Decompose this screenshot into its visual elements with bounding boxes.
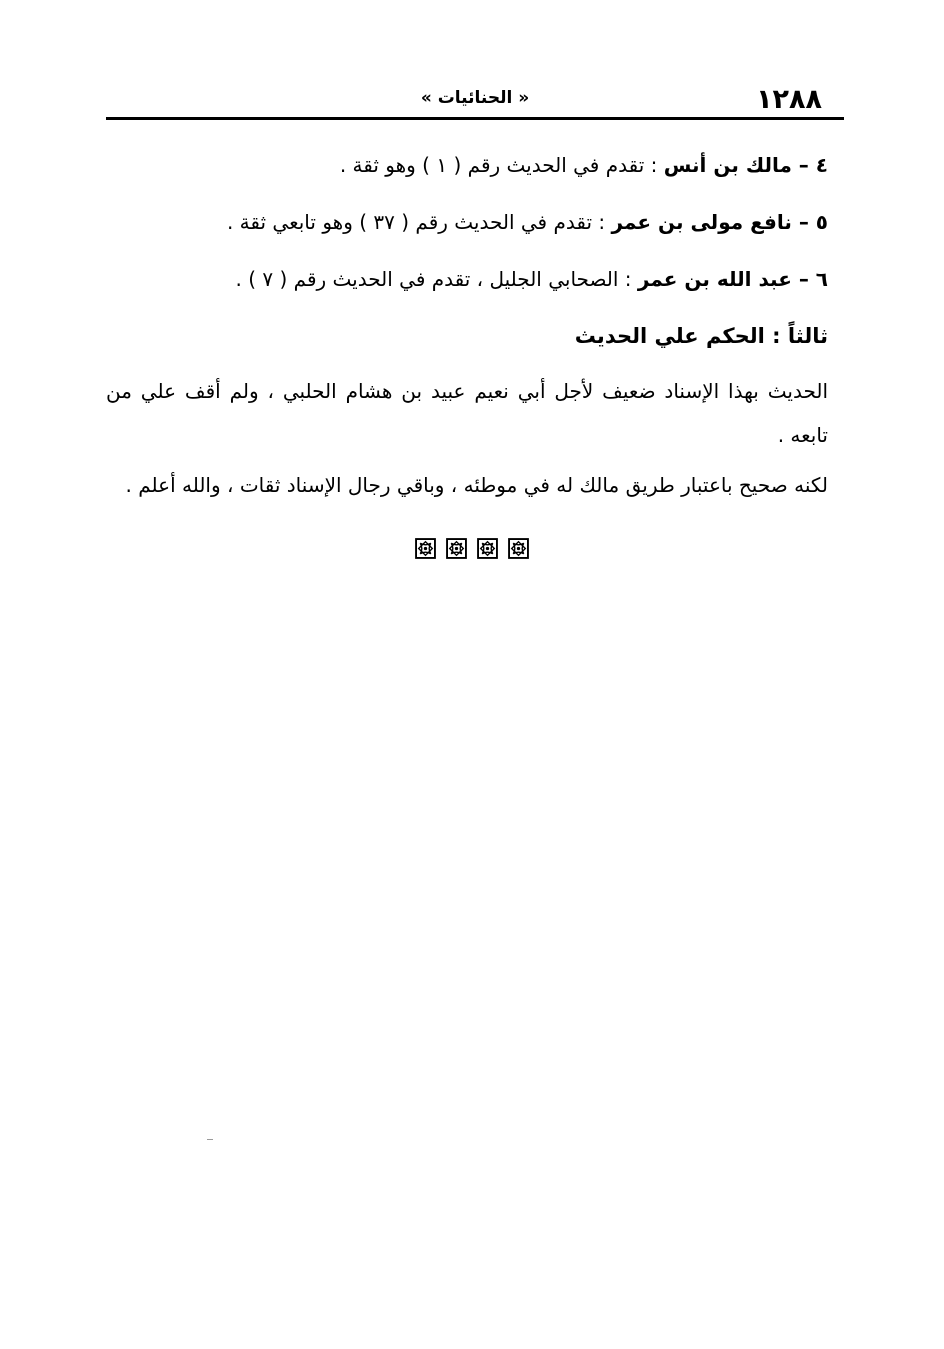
running-title: « الحنائيات » <box>420 88 530 108</box>
section-end-ornaments <box>0 538 944 559</box>
scan-speck <box>207 1139 213 1140</box>
body-paragraph: لكنه صحيح باعتبار طريق مالك له في موطئه ، وباقي رجال الإسناد ثقات ، والله أعلم . <box>125 473 828 497</box>
narrator-entry <box>106 150 828 180</box>
square-knot-ornament-icon <box>508 538 529 559</box>
narrator-text: : تقدم في الحديث رقم ( ١ ) وهو ثقة . <box>339 153 664 177</box>
header-rule <box>106 117 844 120</box>
narrator-entry <box>106 207 828 237</box>
section-heading: ثالثاً : الحكم علي الحديث <box>574 324 828 348</box>
body-paragraph: الحديث بهذا الإسناد ضعيف لأجل أبي نعيم عبيد بن هشام الحلبي ، ولم أقف علي من تابعه . <box>106 379 828 447</box>
narrator-text: : الصحابي الجليل ، تقدم في الحديث رقم ( ٧ ) . <box>235 267 638 291</box>
square-knot-ornament-icon <box>415 538 436 559</box>
page-number: ١٢٨٨ <box>756 84 822 115</box>
narrator-entry <box>106 264 828 294</box>
square-knot-ornament-icon <box>477 538 498 559</box>
page-body <box>106 150 828 513</box>
narrator-name: ٤ – مالك بن أنس <box>663 153 828 177</box>
narrator-name: ٦ – عبد الله بن عمر <box>637 267 828 291</box>
square-knot-ornament-icon <box>446 538 467 559</box>
narrator-text: : تقدم في الحديث رقم ( ٣٧ ) وهو تابعي ثقة . <box>226 210 612 234</box>
page-header <box>106 78 844 118</box>
narrator-name: ٥ – نافع مولى بن عمر <box>611 210 828 234</box>
